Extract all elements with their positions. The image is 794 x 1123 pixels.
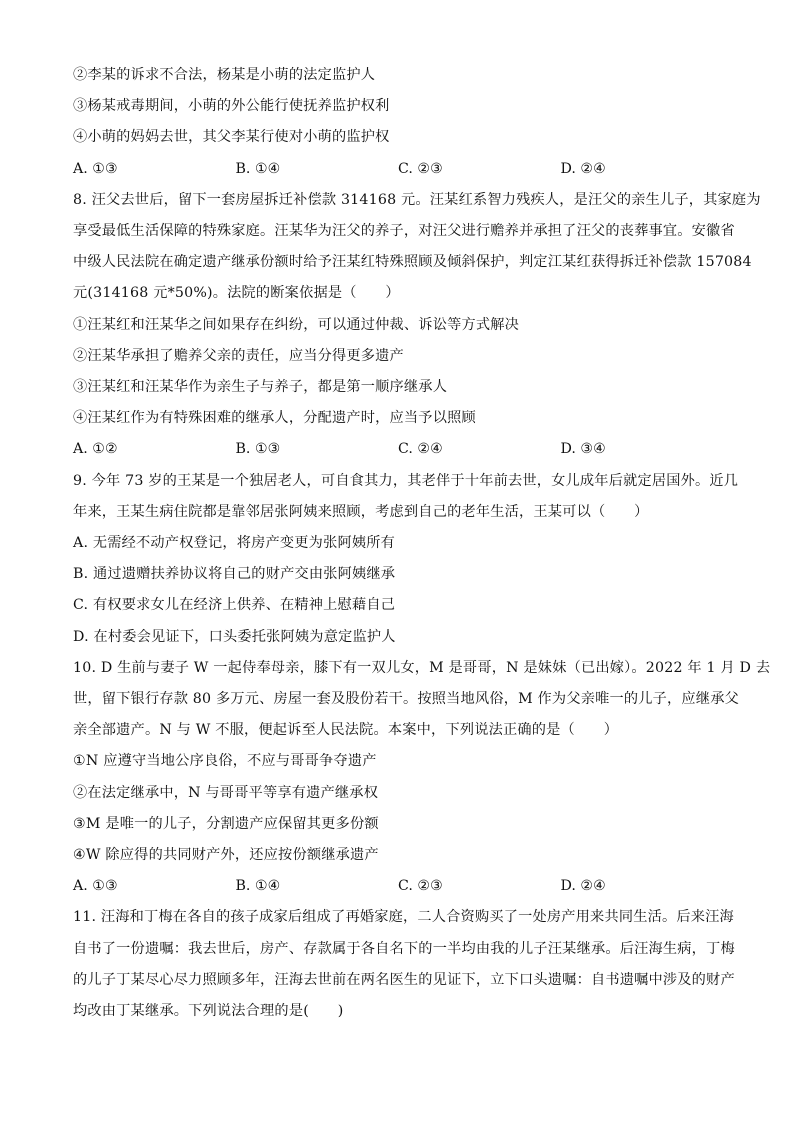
q10-item-3: ③M 是唯一的儿子，分割遗产应保留其更多份额 <box>73 815 379 832</box>
q10-options <box>73 871 723 902</box>
q8-item-2: ②汪某华承担了赡养父亲的责任，应当分得更多遗产 <box>73 347 404 364</box>
q7-item-3: ③杨某戒毒期间，小萌的外公能行使抚养监护权利 <box>73 98 390 115</box>
q7-item-4: ④小萌的妈妈去世，其父李某行使对小萌的监护权 <box>73 129 390 146</box>
q10-stem-line: 世，留下银行存款 80 多万元、房屋一套及股份若干。按照当地风俗，M 作为父亲唯一的儿子，应继承父 <box>73 691 739 708</box>
q10-stem-line: 亲全部遗产。N 与 W 不服，便起诉至人民法院。本案中，下列说法正确的是（ ） <box>73 722 619 739</box>
q8-option-d: D. ③④ <box>560 441 606 458</box>
exam-page <box>73 60 771 1027</box>
q10-option-b: B. ①④ <box>235 878 281 895</box>
q7-option-d: D. ②④ <box>560 160 606 177</box>
q8-item-3: ③汪某红和汪某华作为亲生子与养子，都是第一顺序继承人 <box>73 379 448 396</box>
q8-stem-line: 享受最低生活保障的特殊家庭。汪某华为汪父的养子，对汪父进行赡养并承担了汪父的丧葬事宜。安徽省 <box>73 223 735 240</box>
q7-option-a: A. ①③ <box>73 160 118 177</box>
q9-stem-line: 9. 今年 73 岁的王某是一个独居老人，可自食其力，其老伴于十年前去世，女儿成年后就定居国外。近几 <box>73 472 739 489</box>
q10-option-a: A. ①③ <box>73 878 118 895</box>
q8-stem-line: 8. 汪父去世后，留下一套房屋拆迁补偿款 314168 元。汪某红系智力残疾人，是汪父的亲生儿子，其家庭为 <box>73 191 761 208</box>
q11-stem-line: 的儿子丁某尽心尽力照顾多年，汪海去世前在两名医生的见证下，立下口头遗嘱：自书遗嘱中涉及的财产 <box>73 971 735 988</box>
q8-option-b: B. ①③ <box>235 441 281 458</box>
q7-option-b: B. ①④ <box>235 160 281 177</box>
q10-option-c: C. ②③ <box>398 878 443 895</box>
q8-options <box>73 434 723 465</box>
q8-option-c: C. ②④ <box>398 441 443 458</box>
q10-item-4: ④W 除应得的共同财产外，还应按份额继承遗产 <box>73 847 379 864</box>
q10-stem-line: 10. D 生前与妻子 W 一起侍奉母亲，膝下有一双儿女，M 是哥哥，N 是妹妹（已出嫁）。2022 年 1 月 D 去 <box>73 659 771 676</box>
q8-item-1: ①汪某红和汪某华之间如果存在纠纷，可以通过仲裁、诉讼等方式解决 <box>73 316 520 333</box>
q9-option-a: A. 无需经不动产权登记，将房产变更为张阿姨所有 <box>73 535 396 552</box>
q7-item-2: ②李某的诉求不合法，杨某是小萌的法定监护人 <box>73 67 376 83</box>
q8-option-a: A. ①② <box>73 441 118 458</box>
q7-options <box>73 154 723 185</box>
q10-item-2: ②在法定继承中，N 与哥哥平等享有遗产继承权 <box>73 784 379 801</box>
q11-stem-line: 自书了一份遗嘱：我去世后，房产、存款属于各自名下的一半均由我的儿子汪某继承。后汪海生病，丁梅 <box>73 940 735 957</box>
q8-stem-line: 中级人民法院在确定遗产继承份额时给予汪某红特殊照顾及倾斜保护，判定江某红获得拆迁补偿款 157084 <box>73 254 752 271</box>
q7-option-c: C. ②③ <box>398 160 443 177</box>
q8-item-4: ④汪某红作为有特殊困难的继承人，分配遗产时，应当予以照顾 <box>73 410 476 427</box>
q9-stem-line: 年来，王某生病住院都是靠邻居张阿姨来照顾，考虑到自己的老年生活，王某可以（ ） <box>73 503 649 520</box>
q8-stem-line: 元(314168 元*50%)。法院的断案依据是（ ） <box>73 285 400 302</box>
q10-item-1: ①N 应遵守当地公序良俗，不应与哥哥争夺遗产 <box>73 753 377 770</box>
q9-option-d: D. 在村委会见证下，口头委托张阿姨为意定监护人 <box>73 628 396 645</box>
q11-stem-line: 11. 汪海和丁梅在各自的孩子成家后组成了再婚家庭，二人合资购买了一处房产用来共同生活。后来汪海 <box>73 909 734 926</box>
q11-stem-line: 均改由丁某继承。下列说法合理的是( ) <box>73 1003 344 1020</box>
q9-option-b: B. 通过遗赠扶养协议将自己的财产交由张阿姨继承 <box>73 566 396 583</box>
q9-option-c: C. 有权要求女儿在经济上供养、在精神上慰藉自己 <box>73 597 396 614</box>
q10-option-d: D. ②④ <box>560 878 606 895</box>
